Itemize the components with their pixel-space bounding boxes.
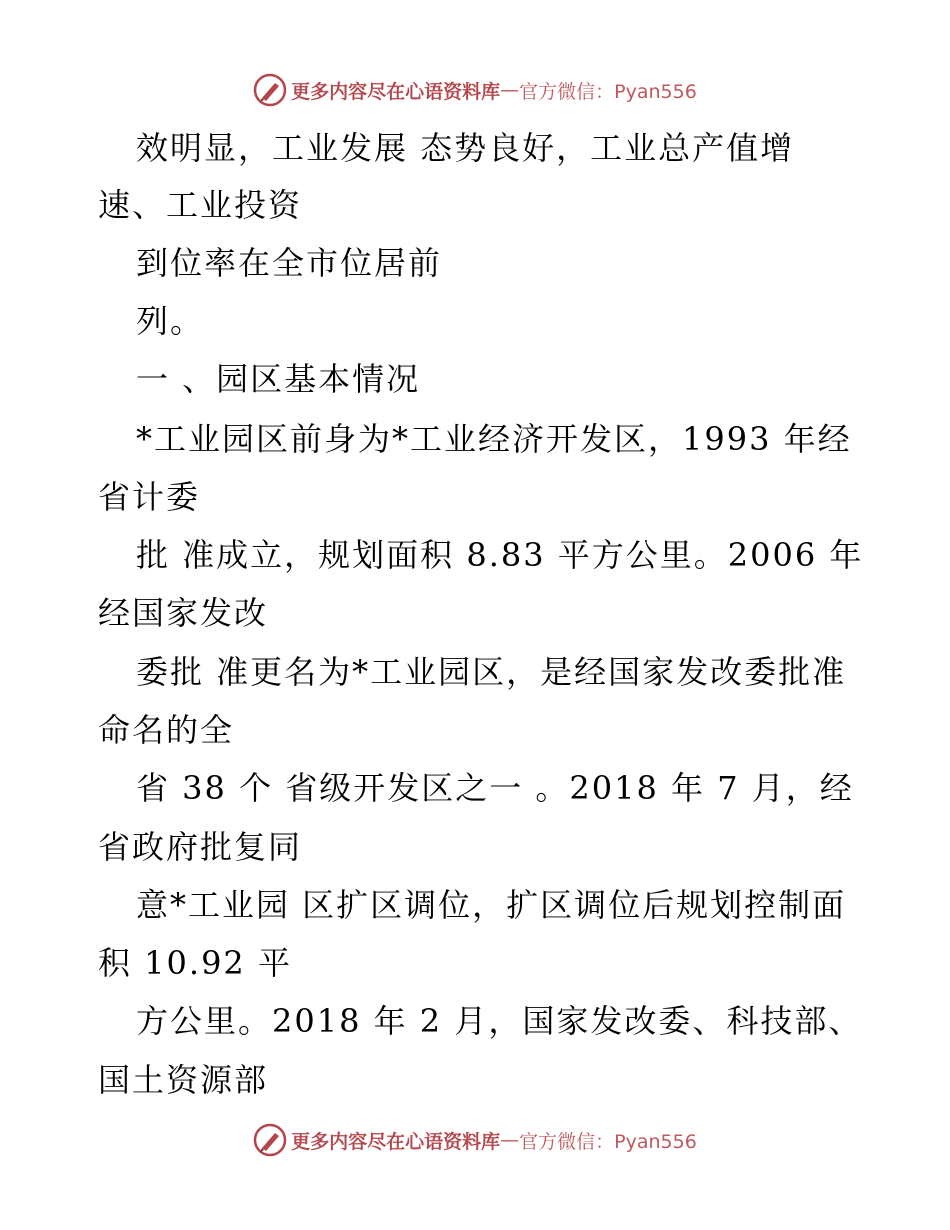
text-line: 经国家发改 [98,594,269,632]
pen-logo-icon [253,1123,287,1157]
text-line: 到位率在全市位居前 [136,244,443,282]
text-line: *工业园区前身为*工业经济开发区，1993 年经 [136,420,852,458]
text-line: 省计委 [98,478,201,516]
text-line: 国土资源部 [98,1061,269,1099]
text-line: 方公里。2018 年 2 月，国家发改委、科技部、 [136,1002,863,1040]
header-watermark-banner [0,70,950,110]
banner-wechat: 官方微信：Pyan556 [519,80,697,103]
text-line: 委批 准更名为*工业园区，是经国家发改委批准 [136,653,847,691]
footer-watermark-banner [0,1120,950,1160]
banner-separator: — [500,1129,520,1151]
banner-wechat: 官方微信：Pyan556 [519,1130,697,1153]
text-line: 省政府批复同 [98,828,303,866]
section-heading: 一 、园区基本情况 [136,360,421,398]
text-line: 批 准成立，规划面积 8.83 平方公里。2006 年 [136,536,864,574]
banner-title: 更多内容尽在心语资料库 [291,80,501,103]
text-line: 命名的全 [98,711,235,749]
banner-separator: — [500,79,520,101]
text-line: 积 10.92 平 [98,944,292,982]
text-line: 列。 [136,302,205,340]
text-line: 效明显，工业发展 态势良好，工业总产值增 [136,129,795,167]
text-line: 速、工业投资 [98,186,303,224]
pen-logo-icon [253,73,287,107]
text-line: 省 38 个 省级开发区之一 。2018 年 7 月，经 [136,769,854,807]
banner-title: 更多内容尽在心语资料库 [291,1130,501,1153]
text-line: 意*工业园 区扩区调位，扩区调位后规划控制面 [136,886,847,924]
